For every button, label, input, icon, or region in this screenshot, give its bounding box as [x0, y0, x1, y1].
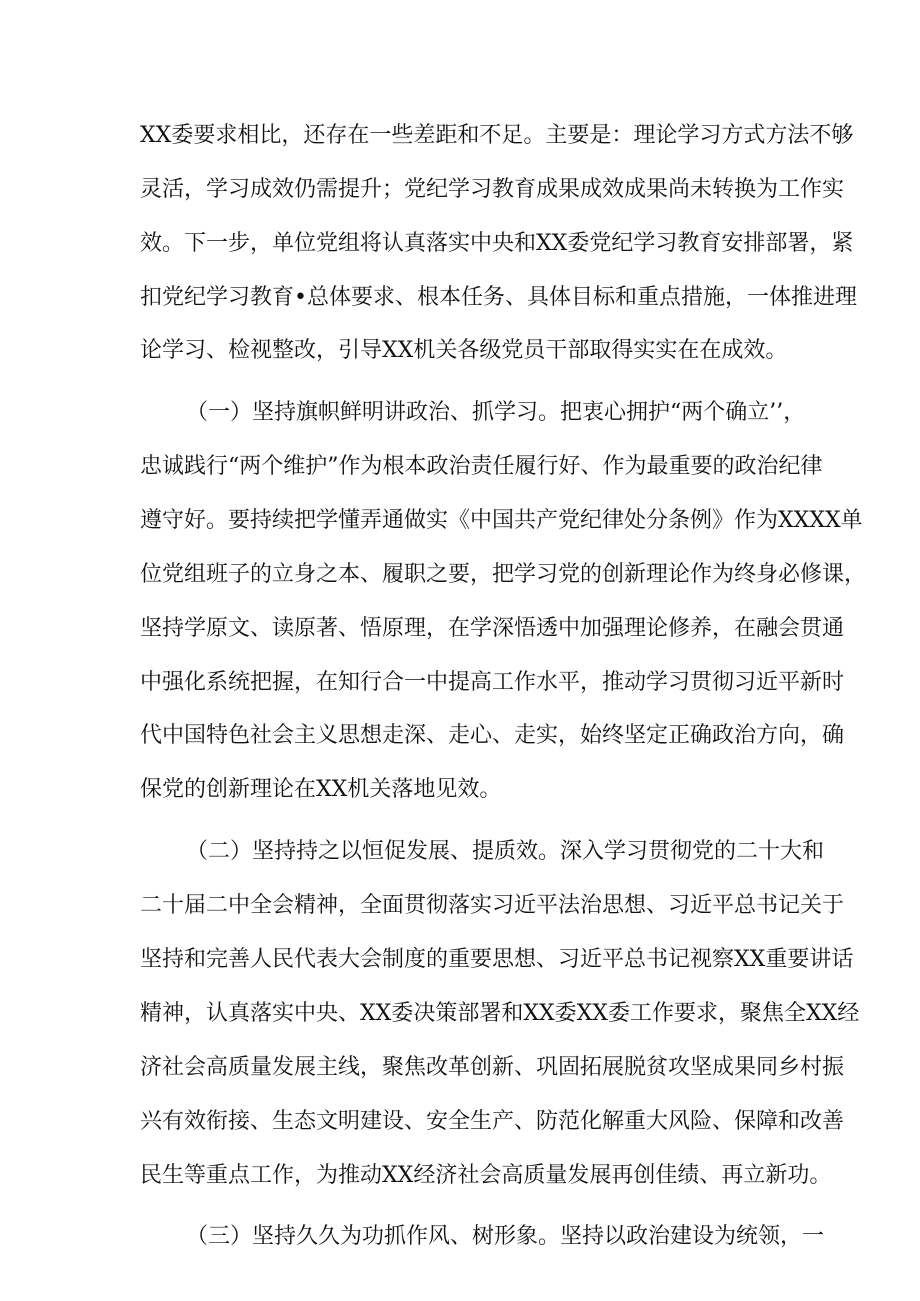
text-line: （三）坚持久久为功抓作风、树形象。坚持以政治建设为统领，一: [186, 1224, 825, 1249]
text-line: 坚持和完善人民代表大会制度的重要思想、习近平总书记视察XX重要讲话: [140, 947, 854, 972]
text-line: 济社会高质量发展主线，聚焦改革创新、巩固拓展脱贫攻坚成果同乡村振: [140, 1055, 845, 1080]
text-line: 保党的创新理论在XX机关落地见效。: [140, 777, 502, 802]
text-line: 论学习、检视整改，引导XX机关各级党员干部取得实实在在成效。: [140, 338, 788, 363]
text-line: 效。下一步，单位党组将认真落实中央和XX委党纪学习教育安排部署，紧: [140, 231, 854, 256]
text-line: 精神，认真落实中央、XX委决策部署和XX委XX委工作要求，聚焦全XX经: [140, 1001, 860, 1026]
text-line: 二十届二中全会精神，全面贯彻落实习近平法治思想、习近平总书记关于: [140, 893, 845, 918]
text-line: 遵守好。要持续把学懂弄通做实《中国共产党纪律处分条例》作为XXXX单: [140, 508, 863, 533]
text-line: 民生等重点工作，为推动XX经济社会高质量发展再创佳绩、再立新功。: [140, 1163, 832, 1188]
text-line: 中强化系统把握，在知行合一中提高工作水平，推动学习贯彻习近平新时: [140, 670, 845, 695]
text-line: 位党组班子的立身之本、履职之要，把学习党的创新理论作为终身必修课，: [140, 562, 867, 587]
text-line: 代中国特色社会主义思想走深、走心、走实，始终坚定正确政治方向，确: [140, 723, 845, 748]
text-line: XX委要求相比，还存在一些差距和不足。主要是：理论学习方式方法不够: [140, 123, 854, 148]
text-line: （二）坚持持之以恒促发展、提质效。深入学习贯彻党的二十大和: [186, 839, 825, 864]
text-line: （一）坚持旗帜鲜明讲政治、抓学习。把衷心拥护“两个确立’’，: [186, 400, 806, 425]
text-line: 扣党纪学习教育•总体要求、根本任务、具体目标和重点措施，一体推进理: [140, 285, 857, 310]
text-line: 灵活，学习成效仍需提升；党纪学习教育成果成效成果尚未转换为工作实: [140, 177, 845, 202]
text-line: 兴有效衔接、生态文明建设、安全生产、防范化解重大风险、保障和改善: [140, 1109, 845, 1134]
text-line: 忠诚践行“两个维护”作为根本政治责任履行好、作为最重要的政治纪律: [140, 454, 823, 479]
text-line: 坚持学原文、读原著、悟原理，在学深悟透中加强理论修养，在融会贯通: [140, 616, 845, 641]
